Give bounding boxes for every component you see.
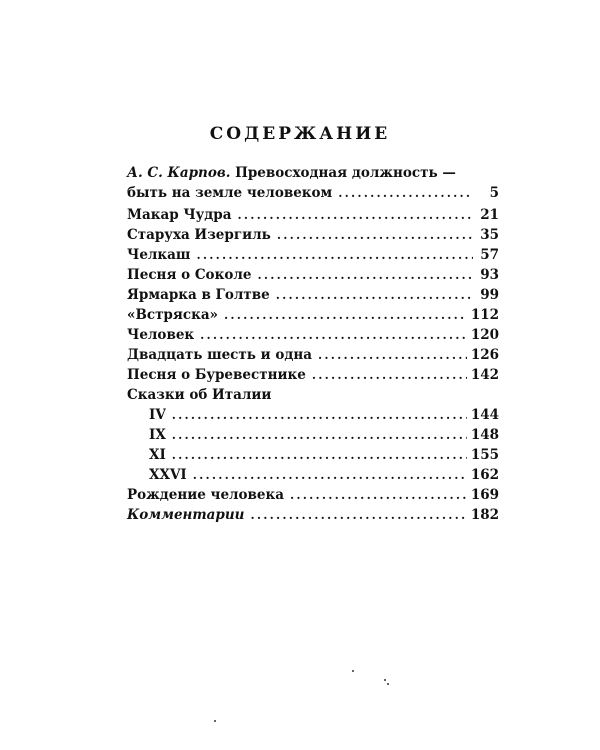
- toc-sub-entry: [127, 425, 499, 445]
- toc-entry-title: Комментарии: [127, 507, 245, 523]
- toc-sub-entry-title: XXVI: [149, 467, 187, 483]
- dot-leader: [277, 225, 473, 245]
- toc-entry-page: 112: [470, 307, 499, 323]
- dot-leader: [196, 245, 473, 265]
- toc-entry-title: Челкаш: [127, 247, 191, 263]
- dot-leader: [318, 345, 467, 365]
- toc-entry: [127, 365, 499, 385]
- toc-intro-line-1: [127, 164, 499, 183]
- toc-entry-page: 57: [480, 247, 499, 263]
- toc-intro-title-part-1: Превосходная должность —: [235, 165, 456, 181]
- toc-entry-page: 35: [480, 227, 499, 243]
- paper-speck: [352, 670, 354, 672]
- toc-intro-line-2: [127, 183, 499, 203]
- dot-leader: [276, 285, 473, 305]
- toc-intro-page: 5: [489, 185, 499, 201]
- toc-sub-entry: [127, 405, 499, 425]
- toc-entry-page: 120: [470, 327, 499, 343]
- toc-entry: [127, 265, 499, 285]
- toc-entry-page: 126: [470, 347, 499, 363]
- toc-entry-page: 142: [470, 367, 499, 383]
- dot-leader: [257, 265, 473, 285]
- toc-entry-page: 182: [470, 507, 499, 523]
- toc-sub-entry-title: IV: [149, 407, 166, 423]
- dot-leader: [172, 425, 467, 445]
- dot-leader: [338, 183, 473, 203]
- toc-entry-title: Песня о Соколе: [127, 267, 252, 283]
- toc-entry-title: Рождение человека: [127, 487, 285, 503]
- dot-leader: [193, 465, 467, 485]
- dot-leader: [290, 485, 467, 505]
- toc-sub-entry-page: 148: [470, 427, 499, 443]
- toc-entry-page: 21: [480, 207, 499, 223]
- toc-sub-entry-title: XI: [149, 447, 166, 463]
- dot-leader: [224, 305, 467, 325]
- page-title: СОДЕРЖАНИЕ: [209, 124, 391, 144]
- toc-entry-page: 99: [480, 287, 499, 303]
- toc-sub-entry: [127, 465, 499, 485]
- toc-entry: [127, 485, 499, 505]
- toc-entry: [127, 305, 499, 325]
- toc-entry-title: Старуха Изергиль: [127, 227, 271, 243]
- toc-entry-page: 169: [470, 487, 499, 503]
- dot-leader: [172, 405, 467, 425]
- toc-intro-title-part-2: быть на земле человеком: [127, 185, 333, 201]
- toc-entry: [127, 325, 499, 345]
- toc-sub-entry-page: 162: [470, 467, 499, 483]
- dot-leader: [172, 445, 467, 465]
- dot-leader: [312, 365, 467, 385]
- toc-entry-title: Ярмарка в Голтве: [127, 287, 270, 303]
- toc-entry-title: Песня о Буревестнике: [127, 367, 306, 383]
- toc-sub-entry-title: IX: [149, 427, 166, 443]
- toc-entry-commentary: [127, 505, 499, 525]
- toc-entry: [127, 345, 499, 365]
- toc-section-heading: Сказки об Италии: [127, 387, 272, 403]
- toc-entry-title: Макар Чудра: [127, 207, 232, 223]
- toc-intro-author: А. С. Карпов.: [127, 165, 231, 181]
- paper-speck: [384, 679, 386, 681]
- dot-leader: [251, 505, 467, 525]
- toc-intro-entry: [127, 164, 499, 203]
- paper-speck: [214, 720, 216, 722]
- toc-entry-title: Человек: [127, 327, 195, 343]
- toc-entry: [127, 245, 499, 265]
- toc-sub-entry-page: 144: [470, 407, 499, 423]
- toc-sub-entry: [127, 445, 499, 465]
- toc-entry: [127, 285, 499, 305]
- toc-entry-page: 93: [480, 267, 499, 283]
- dot-leader: [200, 325, 467, 345]
- toc-entry: [127, 205, 499, 225]
- table-of-contents: [127, 164, 499, 525]
- toc-entry: [127, 225, 499, 245]
- paper-speck: [387, 683, 389, 685]
- toc-entry-title: «Встряска»: [127, 307, 218, 323]
- dot-leader: [237, 205, 473, 225]
- toc-entry-title: Двадцать шесть и одна: [127, 347, 312, 363]
- toc-sub-entry-page: 155: [470, 447, 499, 463]
